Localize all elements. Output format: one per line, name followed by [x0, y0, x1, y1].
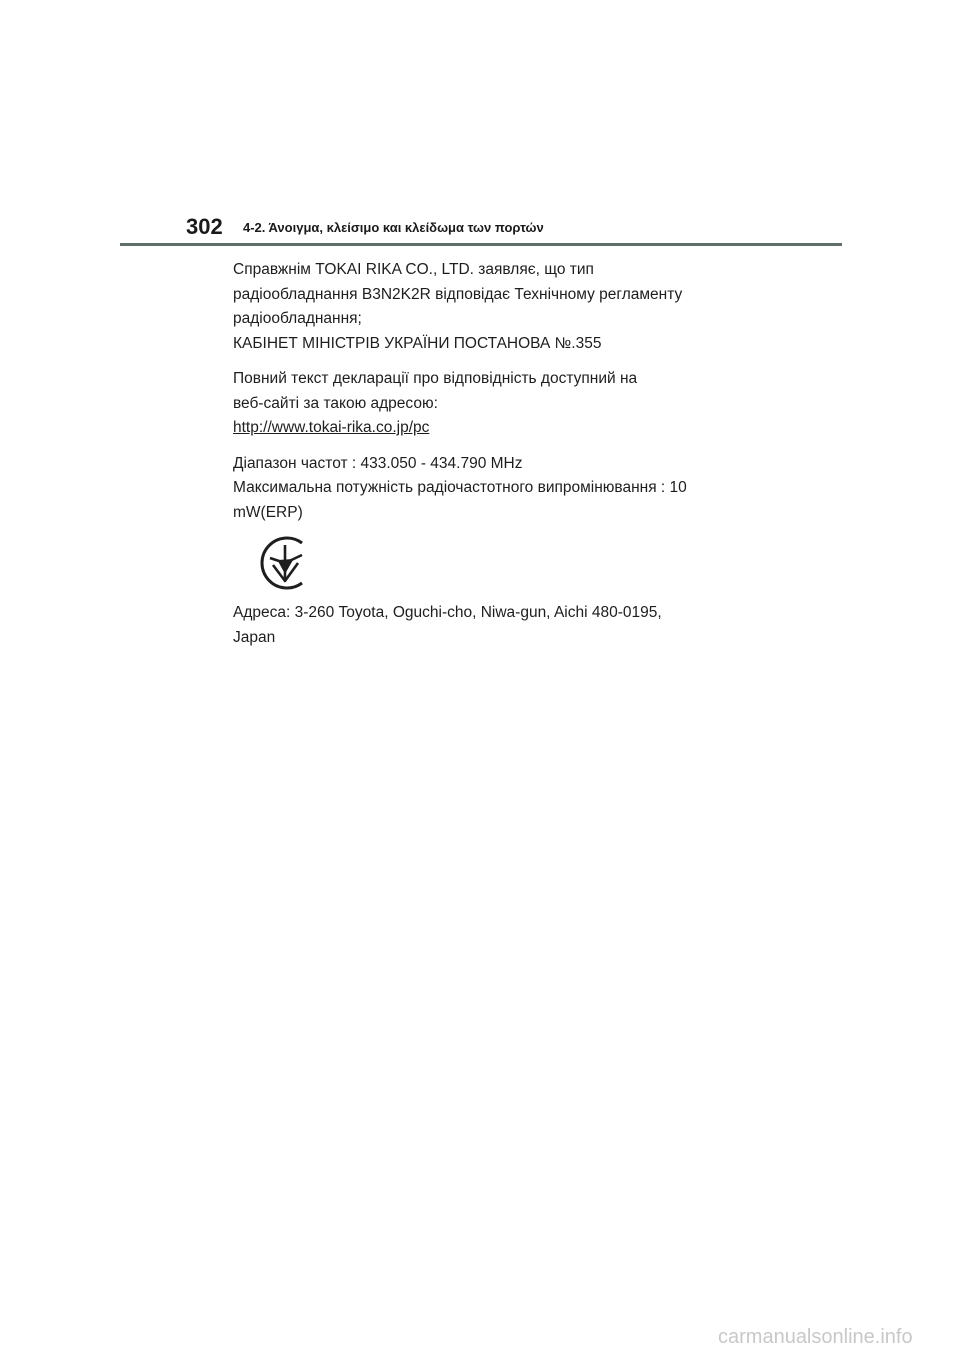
address-line: Адреса: 3-260 Toyota, Oguchi-cho, Niwa-gun, Aichi 480-0195, [233, 604, 662, 621]
conformity-mark [233, 525, 708, 601]
max-power-line: mW(ERP) [233, 503, 303, 521]
section-title: 4-2. Άνοιγμα, κλείσιμο και κλείδωμα των πορτών [243, 220, 544, 235]
document-body [233, 258, 708, 650]
declaration-line: Справжнім TOKAI RIKA CO., LTD. заявляє, що тип [233, 261, 594, 278]
paragraph-gap [233, 356, 708, 367]
paragraph-gap [233, 441, 708, 452]
address-line: Japan [233, 628, 276, 646]
declaration-url-link[interactable]: http://www.tokai-rika.co.jp/pc [233, 419, 430, 436]
page-number: 302 [186, 214, 223, 239]
fulltext-line: веб-сайті за такою адресою: [233, 394, 438, 412]
header-rule [120, 243, 842, 246]
max-power-line: Максимальна потужність радіочастотного випромінювання : 10 [233, 479, 687, 496]
frequency-range: Діапазон частот : 433.050 - 434.790 MHz [233, 454, 523, 472]
declaration-line: радіообладнання; [233, 310, 362, 327]
ukraine-conformity-mark-icon [258, 533, 314, 593]
declaration-line: КАБІНЕТ МІНІСТРІВ УКРАЇНИ ПОСТАНОВА №.355 [233, 334, 602, 352]
fulltext-line: Повний текст декларації про відповідність доступний на [233, 370, 638, 387]
site-watermark: carmanualsonline.info [718, 1326, 913, 1348]
declaration-line: радіообладнання B3N2K2R відповідає Технічному регламенту [233, 285, 683, 303]
